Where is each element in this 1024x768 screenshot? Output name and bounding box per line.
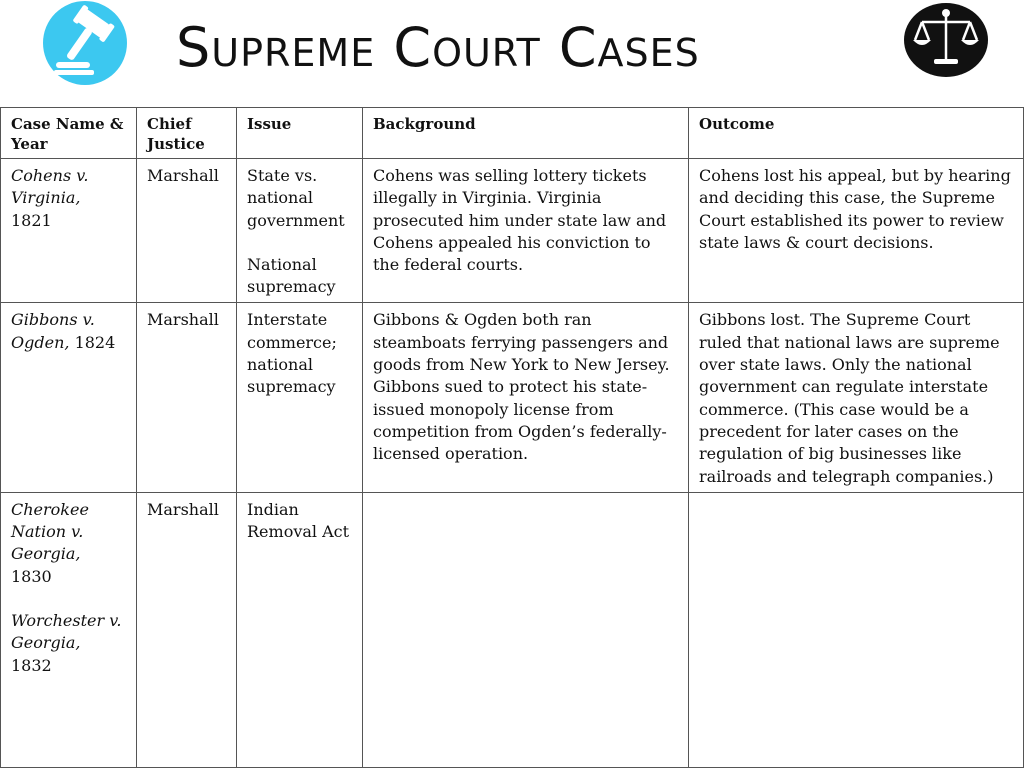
issue-cell	[237, 159, 363, 303]
case-name: Gibbons v. Ogden,	[11, 310, 95, 352]
gavel-icon	[42, 0, 128, 86]
case-year: 1830	[11, 566, 52, 586]
case-name: Cohens v. Virginia,	[11, 166, 89, 208]
case-year: 1832	[11, 655, 52, 675]
table-header-row	[1, 108, 1024, 159]
background-cell: Gibbons & Ogden both ran steamboats ferrying passengers and goods from New York to New Jersey. Gibbons sued to protect his state-issued monopoly license from competition from Ogden’s federally-licensed operation.	[363, 303, 689, 492]
case-name: Cherokee Nation v. Georgia,	[11, 499, 89, 564]
outcome-cell: Cohens lost his appeal, but by hearing and deciding this case, the Supreme Court established its power to review state laws & court decisions.	[689, 159, 1024, 303]
outcome-cell: Gibbons lost. The Supreme Court ruled that national laws are supreme over state laws. Only the national government can regulate interstate commerce. (This case would be a precedent for later cases on the regulation of big businesses like railroads and telegraph companies.)	[689, 303, 1024, 492]
outcome-cell	[689, 492, 1024, 767]
column-header: Chief Justice	[137, 108, 237, 159]
case-name-cell	[1, 303, 137, 492]
cases-table	[0, 107, 1024, 768]
background-cell: Cohens was selling lottery tickets illegally in Virginia. Virginia prosecuted him under state law and Cohens appealed his conviction to the federal courts.	[363, 159, 689, 303]
column-header: Case Name & Year	[1, 108, 137, 159]
case-year: 1821	[11, 210, 52, 230]
issue-cell: Interstate commerce; national supremacy	[237, 303, 363, 492]
issue-text: State vs. national government	[247, 166, 345, 230]
column-header: Background	[363, 108, 689, 159]
case-name-cell	[1, 492, 137, 767]
background-cell	[363, 492, 689, 767]
page-title: Supreme Court Cases	[176, 16, 700, 79]
table-row	[1, 303, 1024, 492]
chief-justice-cell: Marshall	[137, 492, 237, 767]
column-header: Issue	[237, 108, 363, 159]
case-name-cell	[1, 159, 137, 303]
scales-of-justice-icon	[904, 2, 988, 78]
case-name: Worchester v. Georgia,	[11, 611, 122, 653]
table-row	[1, 492, 1024, 767]
column-header: Outcome	[689, 108, 1024, 159]
issue-cell: Indian Removal Act	[237, 492, 363, 767]
case-year: 1824	[74, 332, 116, 352]
issue-text: National supremacy	[247, 254, 336, 297]
chief-justice-cell: Marshall	[137, 159, 237, 303]
table-row	[1, 159, 1024, 303]
chief-justice-cell: Marshall	[137, 303, 237, 492]
